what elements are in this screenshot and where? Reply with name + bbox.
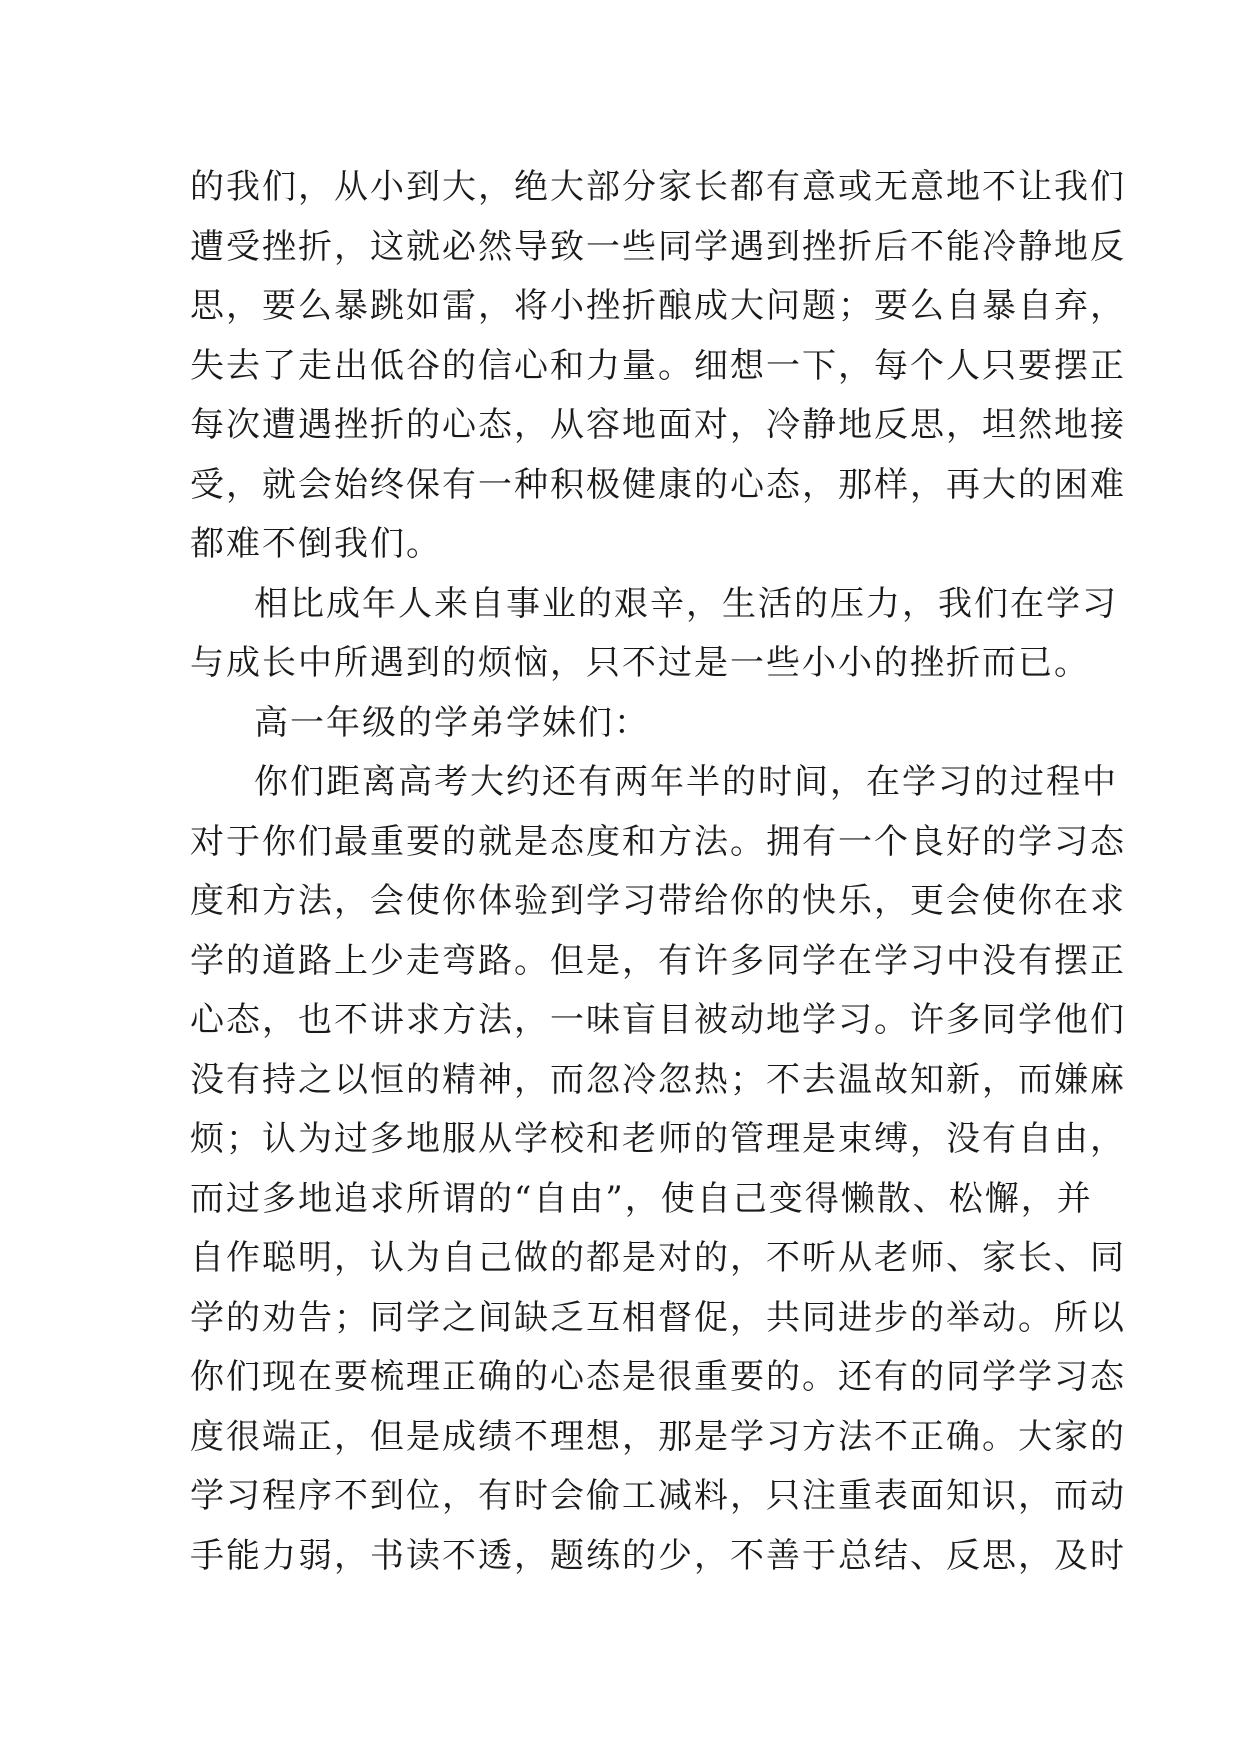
text-line: 与成长中所遇到的烦恼，只不过是一些小小的挫折而已。 xyxy=(190,643,1090,683)
text-line: 度和方法，会使你体验到学习带给你的快乐，更会使你在求 xyxy=(190,881,1126,921)
text-line: 都难不倒我们。 xyxy=(190,524,442,564)
text-line: 学的道路上少走弯路。但是，有许多同学在学习中没有摆正 xyxy=(190,940,1126,981)
text-line: 每次遭遇挫折的心态，从容地面对，冷静地反思，坦然地接 xyxy=(190,405,1126,445)
text-line: 心态，也不讲求方法，一味盲目被动地学习。许多同学他们 xyxy=(190,1000,1126,1040)
paragraph-start-line: 你们距离高考大约还有两年半的时间，在学习的过程中 xyxy=(254,762,1118,802)
text-line: 失去了走出低谷的信心和力量。细想一下，每个人只要摆正 xyxy=(190,345,1126,386)
text-line: 度很端正，但是成绩不理想，那是学习方法不正确。大家的 xyxy=(190,1416,1126,1457)
text-line: 学的劝告；同学之间缺乏互相督促，共同进步的举动。所以 xyxy=(190,1297,1126,1338)
body-text xyxy=(190,158,1126,1586)
text-line: 学习程序不到位，有时会偷工减料，只注重表面知识，而动 xyxy=(190,1476,1126,1516)
text-line: 遭受挫折，这就必然导致一些同学遇到挫折后不能冷静地反 xyxy=(190,226,1126,267)
text-line: 烦；认为过多地服从学校和老师的管理是束缚，没有自由， xyxy=(190,1119,1126,1159)
text-line: 的我们，从小到大，绝大部分家长都有意或无意地不让我们 xyxy=(190,167,1126,207)
paragraph-start-line: 相比成年人来自事业的艰辛，生活的压力，我们在学习 xyxy=(254,583,1118,624)
salutation-line: 高一年级的学弟学妹们： xyxy=(254,702,650,743)
text-line: 你们现在要梳理正确的心态是很重要的。还有的同学学习态 xyxy=(190,1357,1126,1397)
text-line: 没有持之以恒的精神，而忽冷忽热；不去温故知新，而嫌麻 xyxy=(190,1059,1126,1100)
text-line: 对于你们最重要的就是态度和方法。拥有一个良好的学习态 xyxy=(190,821,1126,862)
text-line: 而过多地追求所谓的“自由”，使自己变得懒散、松懈，并 xyxy=(190,1178,1093,1219)
text-line: 手能力弱，书读不透，题练的少，不善于总结、反思，及时 xyxy=(190,1535,1126,1576)
text-line: 思，要么暴跳如雷，将小挫折酿成大问题；要么自暴自弃， xyxy=(190,286,1126,326)
text-line: 受，就会始终保有一种积极健康的心态，那样，再大的困难 xyxy=(190,464,1126,505)
text-line: 自作聪明，认为自己做的都是对的，不听从老师、家长、同 xyxy=(190,1238,1126,1278)
